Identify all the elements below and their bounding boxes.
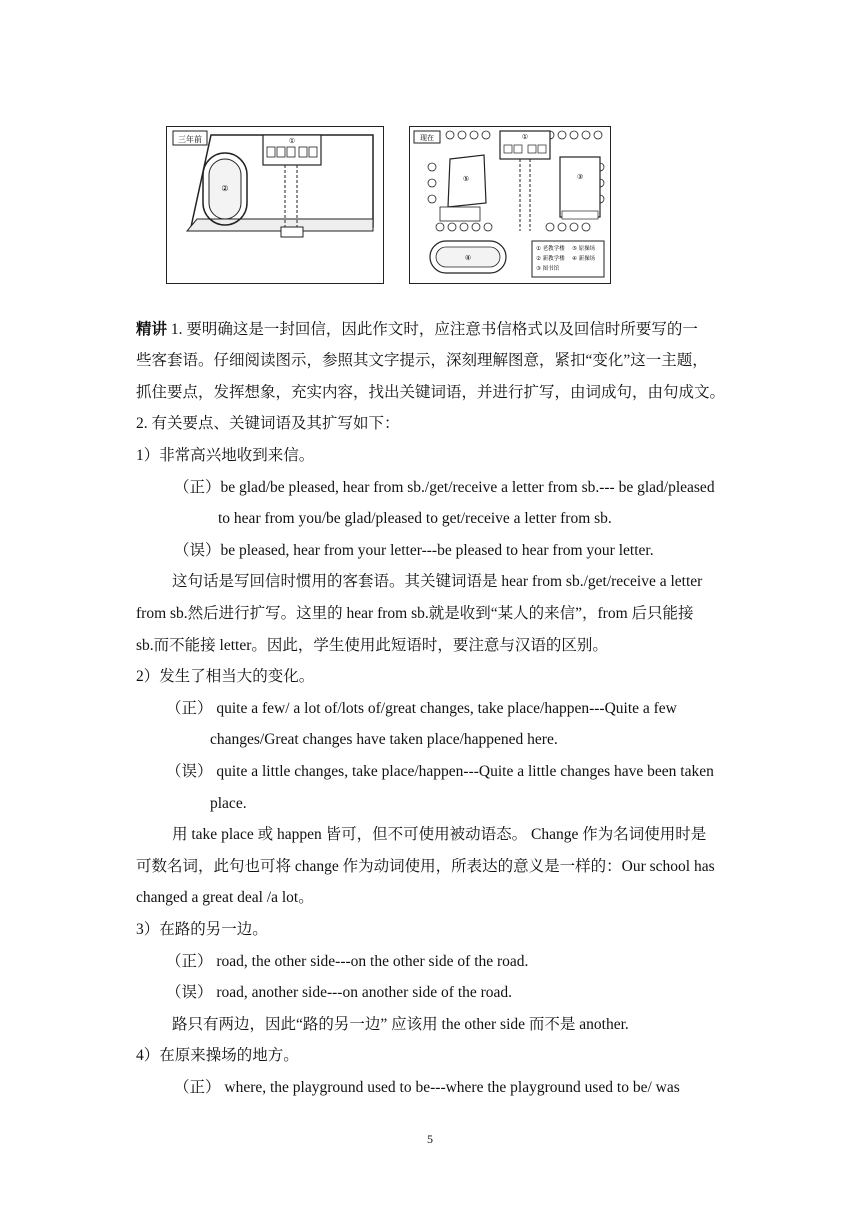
label-jingjiang: 精讲 xyxy=(136,321,168,338)
note-2-line-1: 用 take place 或 happen 皆可，但不可使用被动语态。 Change 作为名词使用时是 xyxy=(172,826,707,843)
mark-1: ① xyxy=(288,137,296,145)
wrong-3: （误） road, another side---on another side of the road. xyxy=(166,984,513,1001)
correct-4: （正） where, the playground used to be---where the playground used to be/ was xyxy=(174,1079,680,1096)
legend-item-2: ② 新教学楼 xyxy=(536,256,565,262)
heading-1: 1）非常高兴地收到来信。 xyxy=(136,447,315,464)
correct-2-line-2: changes/Great changes have taken place/happened here. xyxy=(210,731,558,748)
correct-1-line-2: to hear from you/be glad/pleased to get/receive a letter from sb. xyxy=(218,510,612,527)
correct-2-line-1: （正） quite a few/ a lot of/lots of/great changes, take place/happen---Quite a few xyxy=(166,700,677,717)
wrong-1: （误）be pleased, hear from your letter---be pleased to hear from your letter. xyxy=(174,542,654,559)
wrong-2-line-1: （误） quite a little changes, take place/happen---Quite a little changes have been taken xyxy=(166,763,714,780)
note-2-line-3: changed a great deal /a lot。 xyxy=(136,889,314,906)
mark-3: ③ xyxy=(576,173,584,181)
legend-item-5: ⑤ 原操场 xyxy=(572,246,596,252)
note-1-line-2: from sb.然后进行扩写。这里的 hear from sb.就是收到“某人的来信”，from 后只能接 xyxy=(136,605,694,622)
note-3: 路只有两边，因此“路的另一边” 应该用 the other side 而不是 another. xyxy=(172,1016,629,1033)
legend-item-3: ③ 图书馆 xyxy=(536,266,560,272)
paragraph-1-line-1 xyxy=(136,320,770,340)
note-2-line-2: 可数名词，此句也可将 change 作为动词使用，所表达的意义是一样的：Our school has xyxy=(136,858,715,875)
mark-5: ⑤ xyxy=(462,175,470,183)
campus-map-now xyxy=(410,127,610,283)
figure-label-left: 三年前 xyxy=(178,135,202,144)
mark-4: ④ xyxy=(464,254,472,262)
page-number: 5 xyxy=(427,1132,433,1146)
figure-label-right: 现在 xyxy=(420,134,434,142)
note-1-line-1: 这句话是写回信时惯用的客套语。其关键词语是 hear from sb./get/receive a letter xyxy=(172,573,703,590)
heading-4: 4）在原来操场的地方。 xyxy=(136,1047,299,1064)
legend-item-1: ① 老教学楼 xyxy=(536,246,565,252)
mark-2: ② xyxy=(221,184,229,193)
wrong-2-line-2: place. xyxy=(210,795,247,812)
note-1-line-3: sb.而不能接 letter。因此，学生使用此短语时，要注意与汉语的区别。 xyxy=(136,637,608,654)
campus-map-before xyxy=(167,127,383,283)
figure-three-years-ago xyxy=(166,126,384,284)
paragraph-2: 2. 有关要点、关键词语及其扩写如下： xyxy=(136,415,400,432)
legend-item-4: ④ 新操场 xyxy=(572,256,596,262)
paragraph-1-text-a: 1. 要明确这是一封回信，因此作文时，应注意书信格式以及回信时所要写的一 xyxy=(167,321,698,338)
heading-2: 2）发生了相当大的变化。 xyxy=(136,668,315,685)
correct-1-line-1: （正）be glad/be pleased, hear from sb./get/receive a letter from sb.--- be glad/pleased xyxy=(174,479,715,496)
paragraph-1-line-2: 些客套语。仔细阅读图示，参照其文字提示，深刻理解图意，紧扣“变化”这一主题， xyxy=(136,352,708,369)
figure-now xyxy=(409,126,611,284)
correct-3: （正） road, the other side---on the other side of the road. xyxy=(166,953,529,970)
mark-1-now: ① xyxy=(521,133,529,141)
heading-3: 3）在路的另一边。 xyxy=(136,921,268,938)
paragraph-1-line-3: 抓住要点，发挥想象，充实内容，找出关键词语，并进行扩写，由词成句，由句成文。 xyxy=(136,384,726,401)
